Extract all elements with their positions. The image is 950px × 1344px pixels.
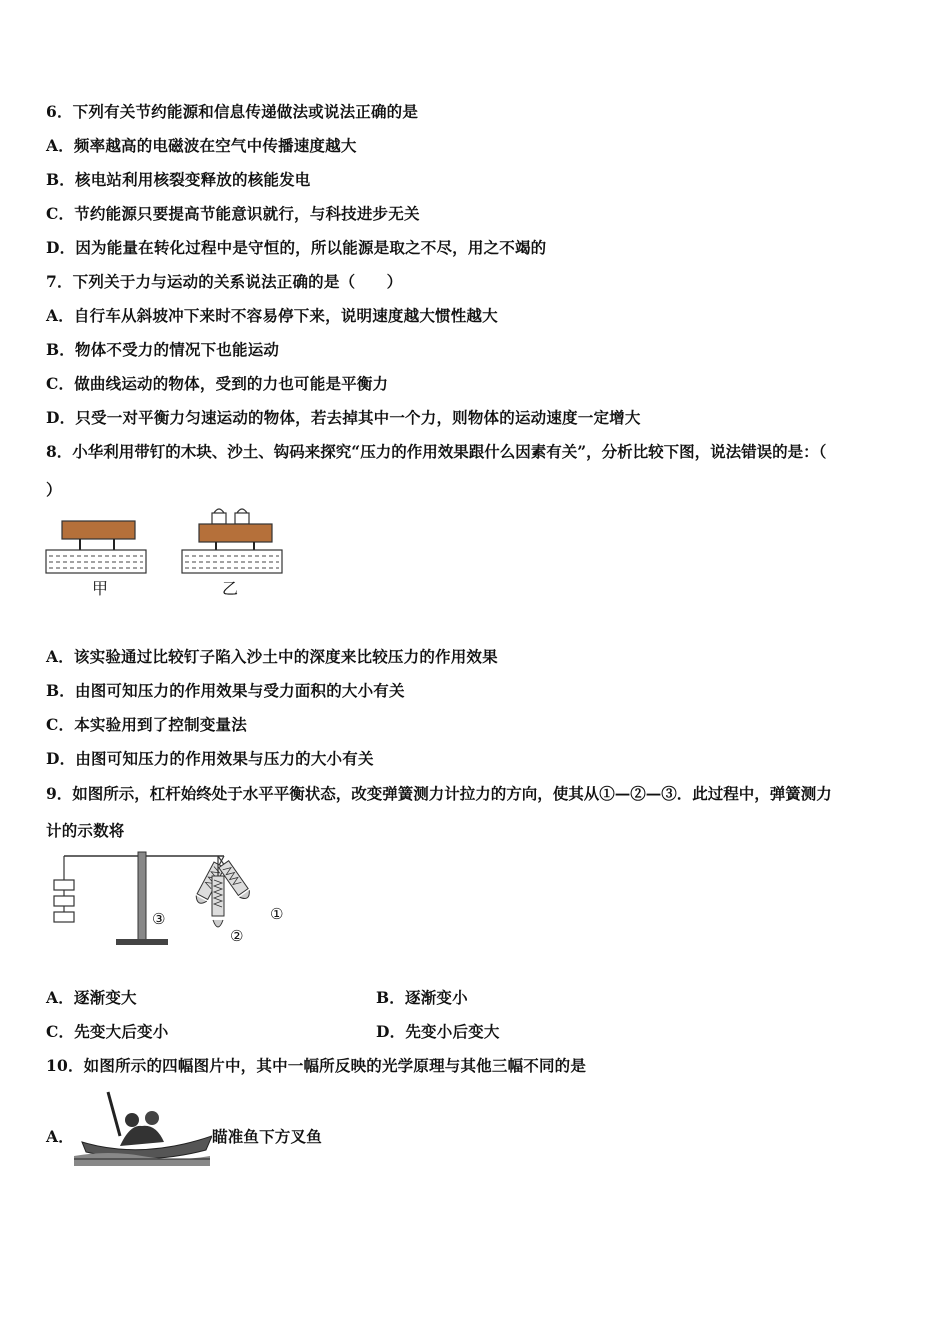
q9-option-c: C．先变大后变小 [46, 1022, 169, 1041]
figure-yi [182, 509, 282, 573]
q8-option-b: B．由图可知压力的作用效果与受力面积的大小有关 [46, 681, 405, 700]
q9-option-a: A．逐渐变大 [46, 988, 137, 1007]
figure-label-3: ③ [152, 910, 166, 928]
figure-jia [46, 521, 146, 573]
lever-spring-scale-figure [46, 848, 296, 948]
q6-option-d: D．因为能量在转化过程中是守恒的，所以能源是取之不尽，用之不竭的 [46, 238, 547, 257]
boat-fish-spearing-image [72, 1086, 212, 1168]
q8-stem-line1: 8．小华利用带钉的木块、沙土、钩码来探究“压力的作用效果跟什么因素有关”，分析比较下图，说法错误的是：（ [46, 442, 827, 461]
q6-option-b: B．核电站利用核裂变释放的核能发电 [46, 170, 311, 189]
q7-option-d: D．只受一对平衡力匀速运动的物体，若去掉其中一个力，则物体的运动速度一定增大 [46, 408, 641, 427]
q6-stem: 6．下列有关节约能源和信息传递做法或说法正确的是 [46, 102, 419, 121]
q9-stem-line2: 计的示数将 [46, 821, 125, 840]
q10-option-a-label: A． [46, 1127, 74, 1146]
q6-option-a: A．频率越高的电磁波在空气中传播速度越大 [46, 136, 357, 155]
q10-stem: 10．如图所示的四幅图片中，其中一幅所反映的光学原理与其他三幅不同的是 [46, 1056, 587, 1075]
figure-label-jia: 甲 [92, 579, 109, 598]
q8-option-c: C．本实验用到了控制变量法 [46, 715, 247, 734]
q7-option-b: B．物体不受力的情况下也能运动 [46, 340, 280, 359]
q8-option-d: D．由图可知压力的作用效果与压力的大小有关 [46, 749, 374, 768]
q8-option-a: A．该实验通过比较钉子陷入沙土中的深度来比较压力的作用效果 [46, 647, 498, 666]
figure-label-yi: 乙 [222, 579, 239, 598]
q9-stem-line1: 9．如图所示，杠杆始终处于水平平衡状态，改变弹簧测力计拉力的方向，使其从①—②—③．此过程中，弹簧测力 [46, 784, 832, 803]
q7-option-c: C．做曲线运动的物体，受到的力也可能是平衡力 [46, 374, 389, 393]
q6-option-c: C．节约能源只要提高节能意识就行，与科技进步无关 [46, 204, 420, 223]
q7-option-a: A．自行车从斜坡冲下来时不容易停下来，说明速度越大惯性越大 [46, 306, 498, 325]
figure-label-1: ① [270, 905, 284, 923]
q7-stem: 7．下列关于力与运动的关系说法正确的是（ ） [46, 272, 403, 291]
q8-stem-line2: ） [46, 480, 62, 499]
figure-label-2: ② [230, 927, 244, 945]
nail-block-sand-figure [44, 506, 289, 576]
q9-option-b: B．逐渐变小 [376, 988, 468, 1007]
q10-option-a-text: 瞄准鱼下方叉鱼 [212, 1127, 322, 1146]
q9-option-d: D．先变小后变大 [376, 1022, 500, 1041]
